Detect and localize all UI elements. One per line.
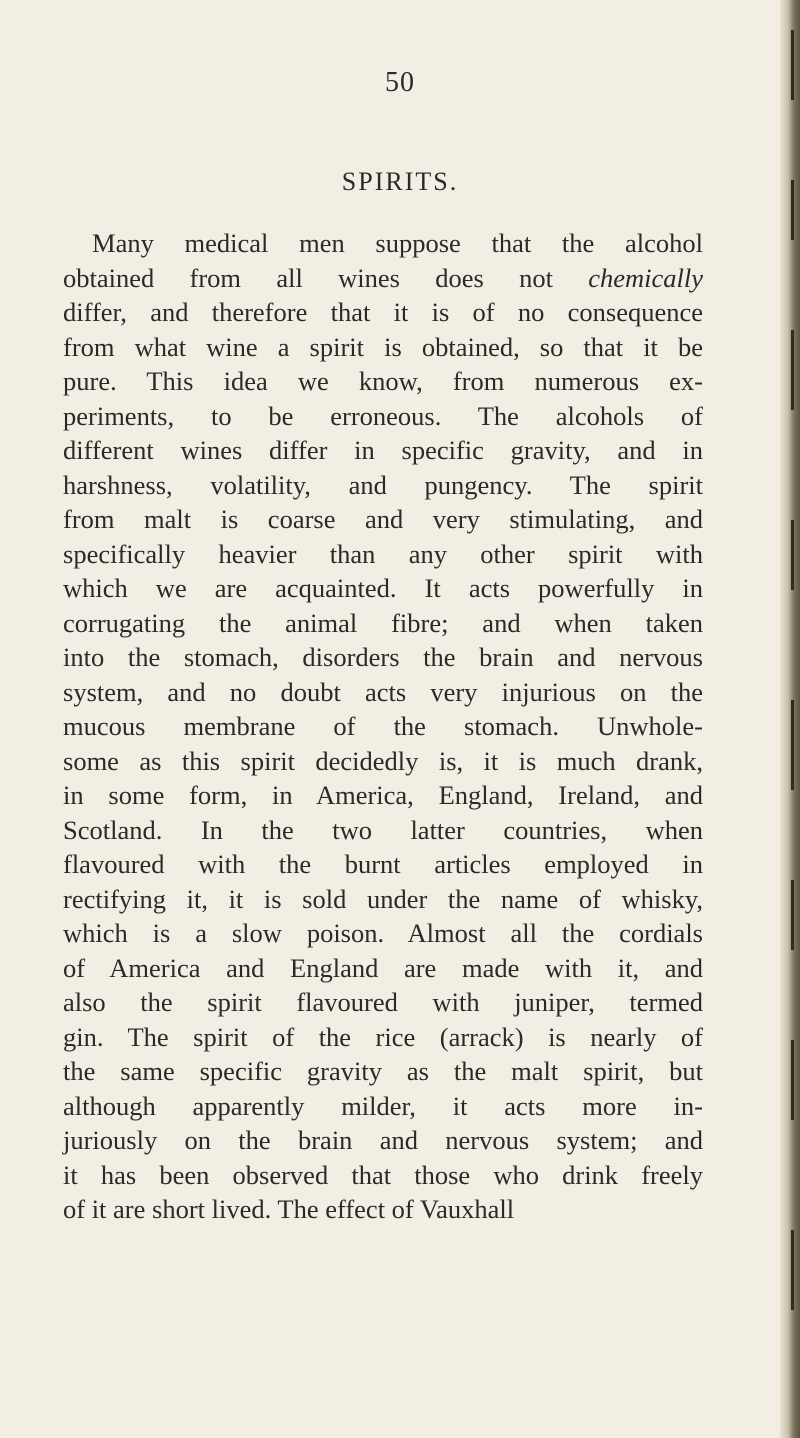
text-line: pure. This idea we know, from numerous ex- <box>63 366 703 396</box>
binding-mark <box>791 30 794 100</box>
text-line: it has been observed that those who drink freely <box>63 1159 703 1190</box>
page-number: 50 <box>385 67 415 98</box>
text-line: Many medical men suppose that the alcohol <box>92 228 703 258</box>
page-edge-shadow <box>780 0 800 1438</box>
binding-mark <box>791 1230 794 1310</box>
text-line: from malt is coarse and very stimulating, and <box>63 504 703 534</box>
binding-mark <box>791 520 794 590</box>
text-line: obtained from all wines does not chemically <box>63 262 704 293</box>
text-line: juriously on the brain and nervous system; and <box>63 1125 703 1155</box>
binding-mark <box>791 330 794 410</box>
text-line: flavoured with the burnt articles employed in <box>63 849 703 879</box>
text-line: harshness, volatility, and pungency. The spirit <box>63 469 703 500</box>
text-line: which is a slow poison. Almost all the cordials <box>63 918 703 948</box>
italic-emphasis: chemically <box>588 262 704 293</box>
text-line: specifically heavier than any other spirit with <box>63 538 703 569</box>
text-line: which we are acquainted. It acts powerfully in <box>63 573 703 603</box>
section-title: SPIRITS. <box>341 167 459 196</box>
text-line: Scotland. In the two latter countries, when <box>63 814 703 845</box>
text-line: gin. The spirit of the rice (arrack) is nearly of <box>63 1021 703 1052</box>
text-line: of it are short lived. The effect of Vauxhall <box>63 1194 515 1224</box>
text-line: system, and no doubt acts very injurious on the <box>63 676 703 707</box>
text-line: into the stomach, disorders the brain and nervous <box>63 642 703 672</box>
text-line: differ, and therefore that it is of no consequence <box>63 297 703 327</box>
text-line: also the spirit flavoured with juniper, termed <box>63 987 703 1017</box>
body-paragraph <box>63 226 703 1227</box>
text-line: different wines differ in specific gravity, and in <box>63 435 703 465</box>
text-line: the same specific gravity as the malt spirit, but <box>63 1056 703 1086</box>
text-line: some as this spirit decidedly is, it is much drank, <box>63 745 703 776</box>
binding-mark <box>791 180 794 240</box>
text-line: rectifying it, it is sold under the name of whisky, <box>63 883 703 914</box>
text-line: of America and England are made with it, and <box>63 952 703 983</box>
binding-mark <box>791 880 794 950</box>
binding-mark <box>791 700 794 790</box>
text-line: in some form, in America, England, Ireland, and <box>63 780 703 810</box>
text-line: from what wine a spirit is obtained, so that it be <box>63 331 703 362</box>
text-line: corrugating the animal fibre; and when taken <box>63 607 703 638</box>
text-line: mucous membrane of the stomach. Unwhole- <box>63 711 703 741</box>
text-line: although apparently milder, it acts more in- <box>63 1090 703 1121</box>
text-line: periments, to be erroneous. The alcohols of <box>63 400 703 431</box>
binding-mark <box>791 1040 794 1120</box>
